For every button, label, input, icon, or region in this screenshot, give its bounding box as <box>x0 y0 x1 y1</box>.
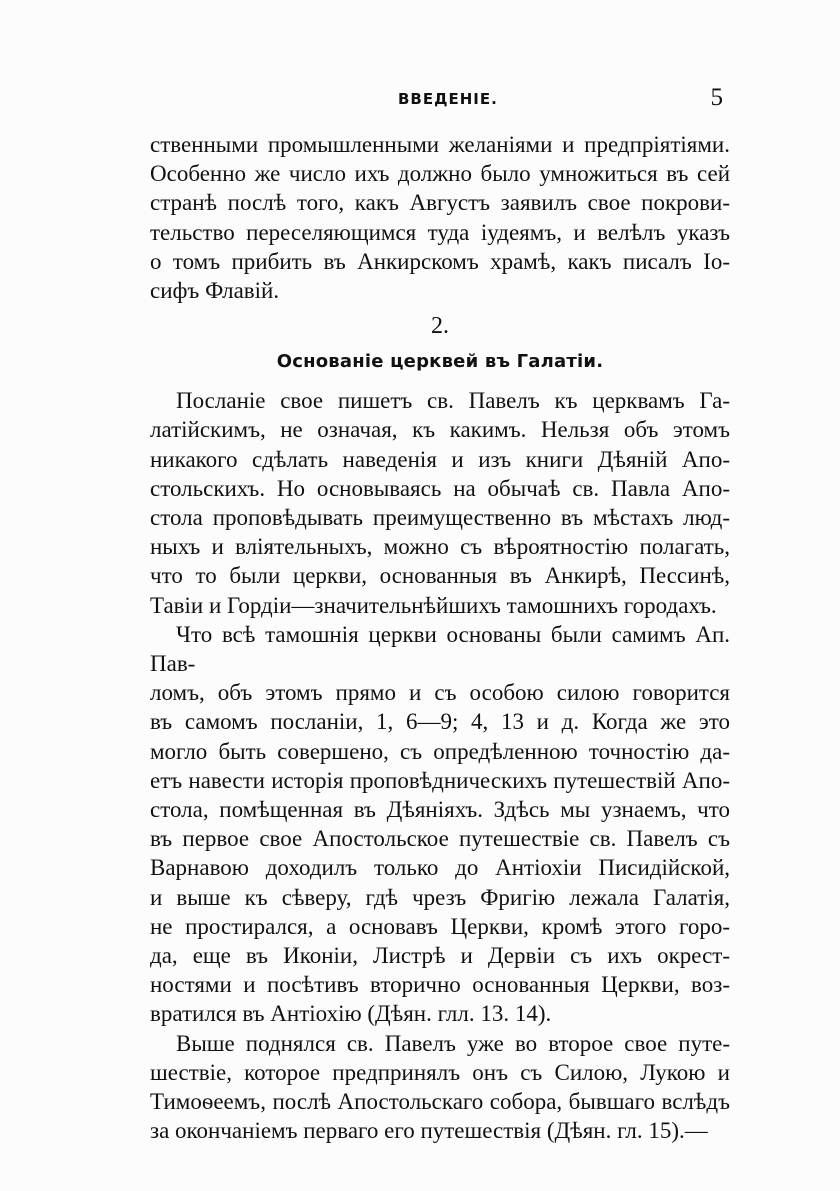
text-line: Тимоѳеемъ, послѣ Апостольскаго собора, бывшаго вслѣдъ <box>150 1089 730 1115</box>
text-line: странѣ послѣ того, какъ Августъ заявилъ свое покрови- <box>150 190 730 216</box>
text-line: Особенно же число ихъ должно было умножиться въ сей <box>150 161 730 187</box>
text-line: что то были церкви, основанныя въ Анкирѣ, Пессинѣ, <box>150 563 730 589</box>
text-block <box>150 130 730 1146</box>
paragraph-4 <box>150 1029 730 1146</box>
text-line: въ первое свое Апостольское путешествіе св. Павелъ съ <box>150 826 730 852</box>
text-line: могло быть совершено, съ опредѣленною точностію да- <box>150 738 730 764</box>
text-line: и выше къ сѣверу, гдѣ чрезъ Фригію лежала Галатія, <box>150 884 730 910</box>
text-line: стола проповѣдывать преимущественно въ мѣстахъ люд- <box>150 505 730 531</box>
text-line: вратился въ Антіохію (Дѣян. глл. 13. 14). <box>150 1001 552 1027</box>
paragraph-3 <box>150 620 730 1029</box>
text-line: ныхъ и вліятельныхъ, можно съ вѣроятностію полагать, <box>150 534 730 560</box>
paragraph-2 <box>150 386 730 620</box>
text-line: етъ навести исторія проповѣдническихъ путешествій Апо- <box>150 767 730 793</box>
text-line: въ самомъ посланіи, 1, 6—9; 4, 13 и д. Когда же это <box>150 709 730 735</box>
text-line: сифъ Флавій. <box>150 278 280 304</box>
text-line: ственными промышленными желаніями и предпріятіями. <box>150 132 730 157</box>
text-line: не простирался, а основавъ Церкви, кромѣ этого горо- <box>150 913 730 939</box>
text-line: ломъ, объ этомъ прямо и съ особою силою говорится <box>150 680 730 706</box>
page-number: 5 <box>710 84 723 111</box>
text-line: никакого сдѣлать наведенія и изъ книги Дѣяній Апо- <box>150 446 730 472</box>
text-line: о томъ прибить въ Анкирскомъ храмѣ, какъ писалъ Іо- <box>150 248 730 274</box>
paragraph-1 <box>150 130 730 305</box>
running-head: ВВЕДЕНІЕ. <box>398 90 498 108</box>
text-line: латійскимъ, не означая, къ какимъ. Нельзя объ этомъ <box>150 417 730 443</box>
text-line: стола, помѣщенная въ Дѣяніяхъ. Здѣсь мы узнаемъ, что <box>150 797 730 823</box>
section-title: Основаніе церквей въ Галатіи. <box>276 351 604 373</box>
section-number: 2. <box>431 313 449 340</box>
page-header <box>152 84 727 118</box>
text-line: Выше поднялся св. Павелъ уже во второе свое путе- <box>176 1030 730 1056</box>
text-line: за окончаніемъ перваго его путешествія (Дѣян. гл. 15).— <box>150 1118 708 1144</box>
text-line: Тавіи и Гордіи—значительнѣйшихъ тамошнихъ городахъ. <box>150 592 717 618</box>
text-line: да, еще въ Иконіи, Листрѣ и Дервіи съ ихъ окрест- <box>150 943 730 969</box>
text-line: Что всѣ тамошнія церкви основаны были самимъ Ап. Пав- <box>150 621 730 677</box>
text-line: Варнавою доходилъ только до Антіохіи Писидійской, <box>150 855 730 881</box>
text-line: Посланіе свое пишетъ св. Павелъ къ церквамъ Га- <box>176 388 730 414</box>
text-line: ностями и посѣтивъ вторично основанныя Церкви, воз- <box>150 972 730 998</box>
text-line: тельство переселяющимся туда іудеямъ, и велѣлъ указъ <box>150 219 730 245</box>
text-line: стольскихъ. Но основываясь на обычаѣ св. Павла Апо- <box>150 475 730 501</box>
text-line: шествіе, которое предпринялъ онъ съ Силою, Лукою и <box>150 1059 730 1085</box>
